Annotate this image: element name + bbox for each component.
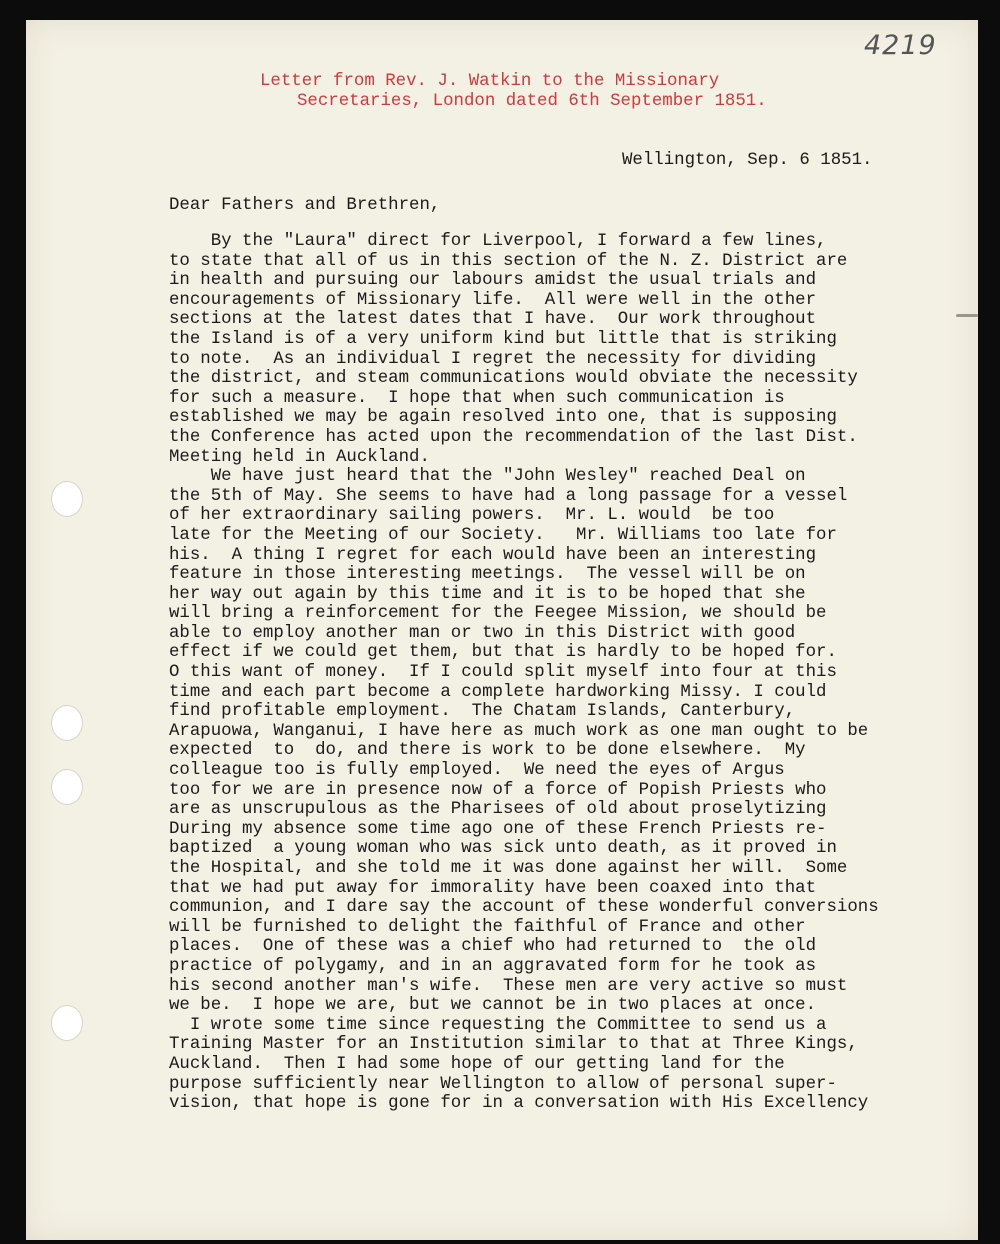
body-line: I wrote some time since requesting the Committee to send us a (169, 1015, 827, 1035)
body-line: to note. As an individual I regret the necessity for dividing (169, 349, 817, 369)
letter-heading-line-1: Letter from Rev. J. Watkin to the Missionary (260, 72, 720, 91)
body-line: the district, and steam communications would obviate the necessity (169, 369, 858, 389)
body-line: vision, that hope is gone for in a conversation with His Excellency (169, 1094, 869, 1114)
body-line: are as unscrupulous as the Pharisees of old about proselytizing (169, 800, 827, 820)
body-line: we be. I hope we are, but we cannot be in two places at once. (169, 996, 817, 1016)
letter-body (169, 232, 879, 1114)
body-line: the Conference has acted upon the recommendation of the last Dist. (169, 427, 858, 447)
body-line: able to employ another man or two in this District with good (169, 623, 796, 643)
punch-hole (52, 706, 82, 740)
body-line: By the "Laura" direct for Liverpool, I forward a few lines, (169, 232, 827, 251)
body-line: for such a measure. I hope that when such communication is (169, 388, 785, 408)
body-line: the Island is of a very uniform kind but little that is striking (169, 329, 837, 349)
body-line: his. A thing I regret for each would have been an interesting (169, 545, 817, 565)
body-line: will bring a reinforcement for the Feegee Mission, we should be (169, 604, 827, 624)
body-line: places. One of these was a chief who had returned to the old (169, 937, 817, 957)
body-line: baptized a young woman who was sick unto death, as it proved in (169, 839, 837, 859)
letter-heading-line-2: Secretaries, London dated 6th September 1851. (297, 92, 767, 111)
body-line: will be furnished to delight the faithful of France and other (169, 917, 806, 937)
archive-reference-number: 4219 (864, 30, 937, 61)
body-line: in health and pursuing our labours amidst the usual trials and (169, 271, 817, 291)
body-line: During my absence some time ago one of these French Priests re- (169, 819, 827, 839)
body-line: Training Master for an Institution similar to that at Three Kings, (169, 1035, 858, 1055)
body-line: too for we are in presence now of a force of Popish Priests who (169, 780, 827, 800)
body-line: We have just heard that the "John Wesley" reached Deal on (169, 467, 806, 487)
body-line: practice of polygamy, and in an aggravated form for he took as (169, 956, 817, 976)
body-line: Auckland. Then I had some hope of our getting land for the (169, 1054, 785, 1074)
body-line: of her extraordinary sailing powers. Mr. L. would be too (169, 506, 775, 526)
body-line: find profitable employment. The Chatam Islands, Canterbury, (169, 702, 796, 722)
body-line: established we may be again resolved into one, that is supposing (169, 408, 837, 428)
body-line: Meeting held in Auckland. (169, 447, 430, 467)
body-line: Arapuowa, Wanganui, I have here as much work as one man ought to be (169, 721, 869, 741)
body-line: effect if we could get them, but that is hardly to be hoped for. (169, 643, 837, 663)
punch-hole (52, 770, 82, 804)
body-line: her way out again by this time and it is to be hoped that she (169, 584, 806, 604)
body-line: that we had put away for immorality have been coaxed into that (169, 878, 817, 898)
body-line: purpose sufficiently near Wellington to allow of personal super- (169, 1074, 837, 1094)
body-line: encouragements of Missionary life. All were well in the other (169, 290, 817, 310)
body-line: colleague too is fully employed. We need the eyes of Argus (169, 761, 785, 781)
salutation: Dear Fathers and Brethren, (169, 196, 441, 215)
body-line: feature in those interesting meetings. The vessel will be on (169, 565, 806, 585)
body-line: time and each part become a complete hardworking Missy. I could (169, 682, 827, 702)
body-line: the 5th of May. She seems to have had a long passage for a vessel (169, 486, 848, 506)
body-line: late for the Meeting of our Society. Mr. Williams too late for (169, 525, 837, 545)
body-line: expected to do, and there is work to be done elsewhere. My (169, 741, 806, 761)
body-line: the Hospital, and she told me it was done against her will. Some (169, 859, 848, 878)
place-and-date: Wellington, Sep. 6 1851. (622, 151, 873, 170)
body-line: O this want of money. If I could split myself into four at this (169, 663, 837, 683)
body-line: his second another man's wife. These men are very active so must (169, 976, 848, 996)
punch-hole (52, 1006, 82, 1040)
punch-hole (52, 482, 82, 516)
body-line: sections at the latest dates that I have. Our work throughout (169, 310, 817, 330)
body-line: to state that all of us in this section of the N. Z. District are (169, 251, 848, 271)
paper-mark (956, 314, 978, 317)
body-line: communion, and I dare say the account of these wonderful conversions (169, 898, 879, 918)
